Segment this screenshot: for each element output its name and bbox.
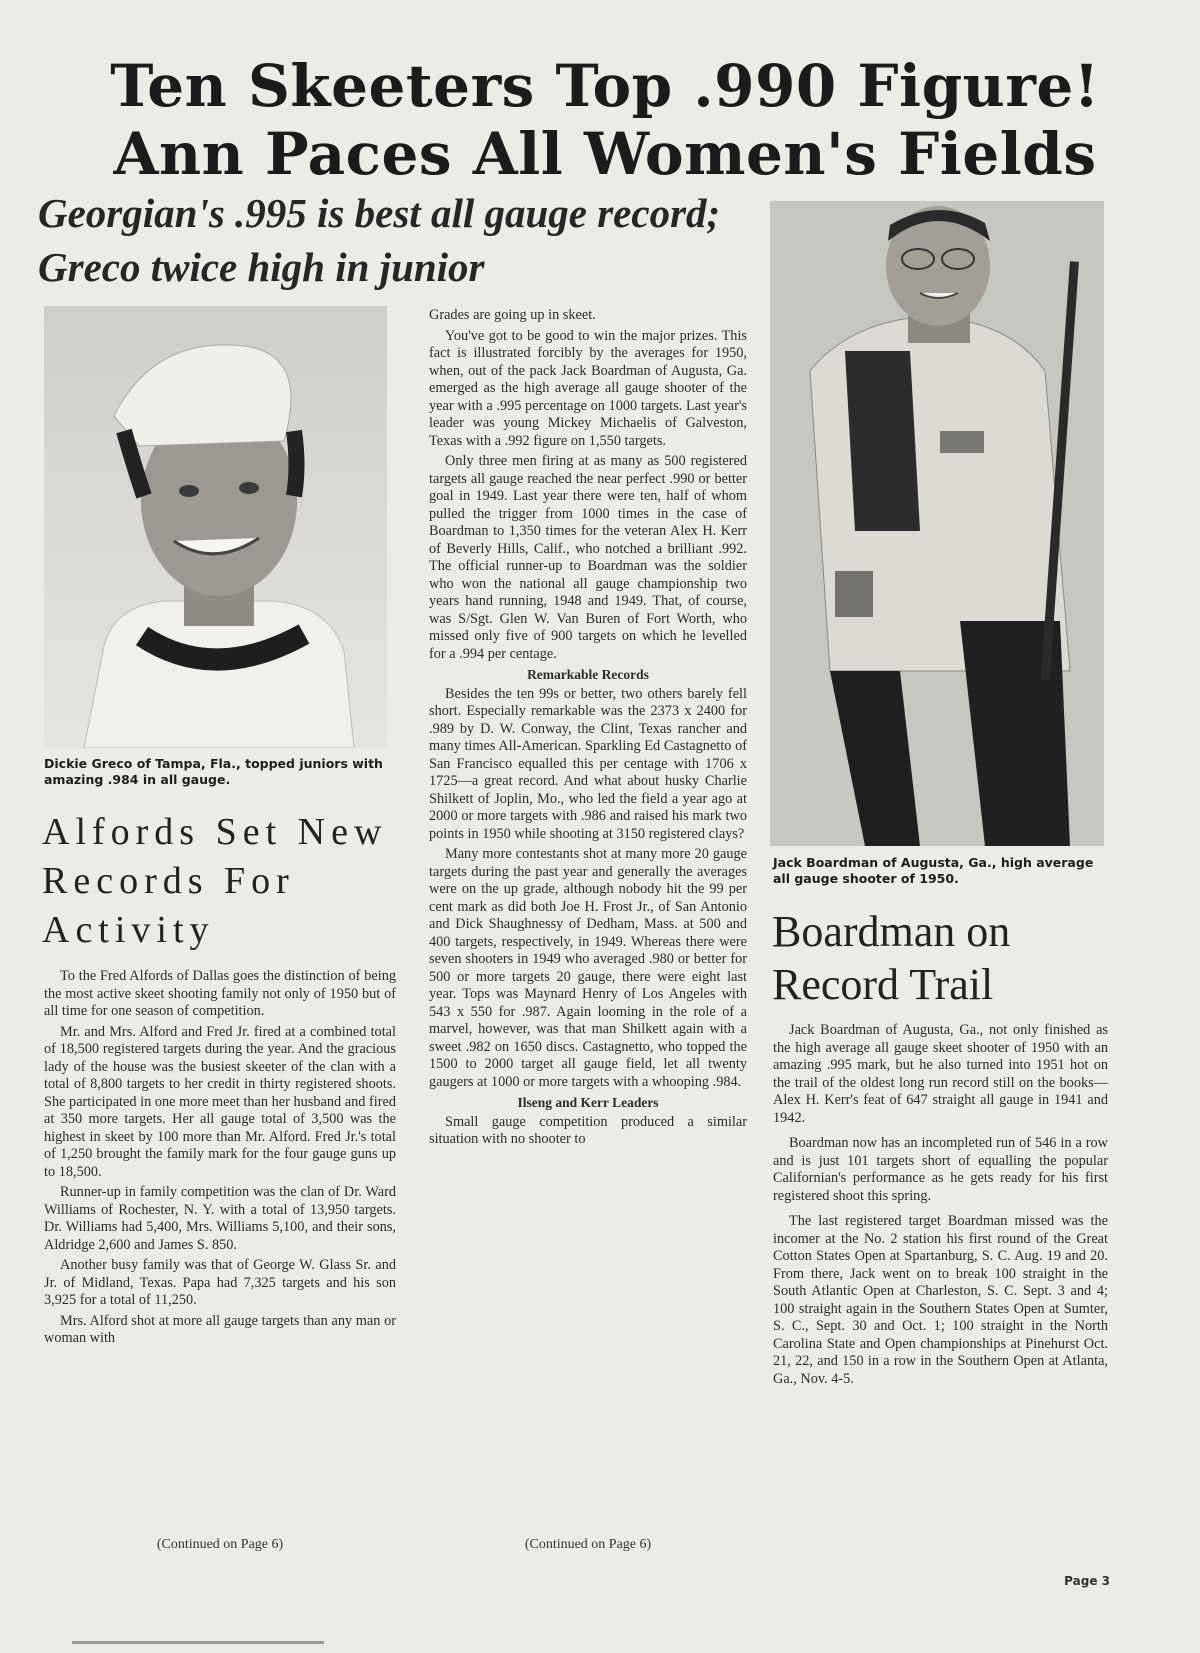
main-story-paragraph: Besides the ten 99s or better, two others barely fell short. Especially remarkable was the 2373 x 2400 for .989 by D. W. Conway, the Clint, Texas rancher and many times All-American. Sparkling Ed Castagnetto of San Francisco equalled this per centage with 1706 x 1725—a great record. And what about husky Charlie Shilkett of Joplin, Mo., who led the field a year ago at 2000 or more targets with .986 and raised his mark two points in 1950 while shooting at 3150 registered clays? <box>429 685 747 842</box>
main-story-paragraph: Small gauge competition produced a similar situation with no shooter to <box>429 1113 747 1147</box>
headline-line-2: Ann Paces All Women's Fields <box>113 120 1097 188</box>
boardman-paragraph: The last registered target Boardman missed was the incomer at the No. 2 station his first round of the Great Cotton States Open at Spartanburg, S. C. Aug. 19 and 20. From there, Jack went on to break 100 straight in the South Atlantic Open at Charleston, S. C. Sept. 3 and 4; 100 straight again in the Southern States Open at Sumter, S. C., Sept. 30 and Oct. 1; 100 straight in the North Carolina State and Open championships at Pinehurst Oct. 21, 22, and 150 in a row in the Southern Open at Atlanta, Ga., Nov. 4-5. <box>773 1213 1108 1387</box>
boardman-caption: Jack Boardman of Augusta, Ga., high average all gauge shooter of 1950. <box>773 855 1094 886</box>
main-story-paragraph: Many more contestants shot at many more 20 gauge targets during the past year and generally the averages were on the up grade, although nobody hit the 99 per cent mark as did both Joe H. Frost Jr., of San Antonio and Dick Shaughnessy of Dedham, Mass. at 500 and 400 targets, respectively, in 1949. Whereas there were seven shooters in 1949 who averaged .980 or better for 500 or more targets 20 gauge, there were eight last year. Tops was Maynard Henry of Los Angeles with 543 x 550 for .987. Again looming in the role of a marvel, however, was that man Shilkett again with a sweet .982 on 1650 discs. Castagnetto, who topped the 1500 to 2000 target all gauge field, let all twenty gaugers at 1000 or more targets with a whooping .984. <box>429 846 747 1090</box>
main-story-paragraph: Only three men firing at as many as 500 registered targets all gauge reached the near perfect .990 or better goal in 1949. Last year there were ten, half of whom pulled the trigger from 1000 times in the case of Boardman to 1,350 times for the veteran Alex H. Kerr of Beverly Hills, Calif., who notched a brilliant .992. The official runner-up to Boardman was the soldier who won the national all gauge championship two years hand running, 1948 and 1949. That, of course, was S/Sgt. Glen W. Van Buren of Fort Worth, who missed only five of 900 targets on which he levelled for a .994 per centage. <box>429 453 747 662</box>
main-story-continued-note: (Continued on Page 6) <box>524 1537 652 1552</box>
boardman-article-column <box>773 1022 1108 1396</box>
bottom-divider <box>72 1641 324 1644</box>
alfords-continued-note: (Continued on Page 6) <box>156 1537 284 1552</box>
alfords-paragraph: Another busy family was that of George W. Glass Sr. and Jr. of Midland, Texas. Papa had 7,325 targets and his son 3,925 for a total of 11,250. <box>44 1257 396 1308</box>
greco-photo <box>44 306 387 748</box>
alfords-paragraph: Runner-up in family competition was the clan of Dr. Ward Williams of Rochester, N. Y. with a total of 13,950 targets. Dr. Williams had 5,400, Mrs. Williams 5,100, and their sons, Aldridge 2,600 and James S. 850. <box>44 1184 396 1253</box>
section-title-remarkable-records: Remarkable Records <box>527 667 649 682</box>
main-story-column <box>429 307 747 1152</box>
deck-subheadline: Georgian's .995 is best all gauge record; Greco twice high in junior <box>38 190 721 290</box>
alfords-heading: Alfords Set New Records For Activity <box>42 811 388 951</box>
boardman-paragraph: Jack Boardman of Augusta, Ga., not only finished as the high average all gauge skeet shooter of 1950 with an amazing .995 mark, but he also turned into 1951 hot on the trail of the oldest long run record still on the books—Alex H. Kerr's feat of 647 straight all gauge in 1941 and 1942. <box>773 1022 1108 1126</box>
boardman-paragraph: Boardman now has an incompleted run of 546 in a row and is just 101 targets short of equalling the popular Californian's performance as he gets ready for his first registered shoot this spring. <box>773 1135 1108 1204</box>
main-story-intro: Grades are going up in skeet. <box>429 307 596 323</box>
alfords-paragraph: To the Fred Alfords of Dallas goes the distinction of being the most active skeet shooting family not only of 1950 but of all time for one season of competition. <box>44 968 396 1019</box>
alfords-paragraph: Mr. and Mrs. Alford and Fred Jr. fired at a combined total of 18,500 registered targets during the year. And the gracious lady of the house was the busiest skeeter of the clan with a total of 8,800 targets to her credit in thirty registered shoots. She participated in one more meet than her husband and fired at 350 more targets. Her all gauge total of 3,500 was the highest in skeet by 100 more than Mr. Alford. Fred Jr.'s total of 1,250 brought the family mark for the four gauge guns up to 18,500. <box>44 1023 396 1180</box>
alfords-article-column <box>44 968 396 1351</box>
boardman-photo <box>770 201 1104 846</box>
alfords-paragraph: Mrs. Alford shot at more all gauge targets than any man or woman with <box>44 1312 396 1346</box>
main-story-paragraph: You've got to be good to win the major prizes. This fact is illustrated forcibly by the averages for 1950, when, out of the pack Jack Boardman of Augusta, Ga. emerged as the high average all gauge shooter of the year with a .995 percentage on 1000 targets. Last year's leader was young Mickey Michaelis of Galveston, Texas with a .992 figure on 1,550 targets. <box>429 327 747 449</box>
page-number: Page 3 <box>1064 1574 1110 1588</box>
boardman-heading: Boardman on Record Trail <box>772 907 1011 1009</box>
section-title-ilseng-kerr: Ilseng and Kerr Leaders <box>517 1095 659 1110</box>
greco-caption: Dickie Greco of Tampa, Fla., topped juniors with amazing .984 in all gauge. <box>44 756 383 787</box>
headline-line-1: Ten Skeeters Top .990 Figure! <box>110 52 1100 120</box>
